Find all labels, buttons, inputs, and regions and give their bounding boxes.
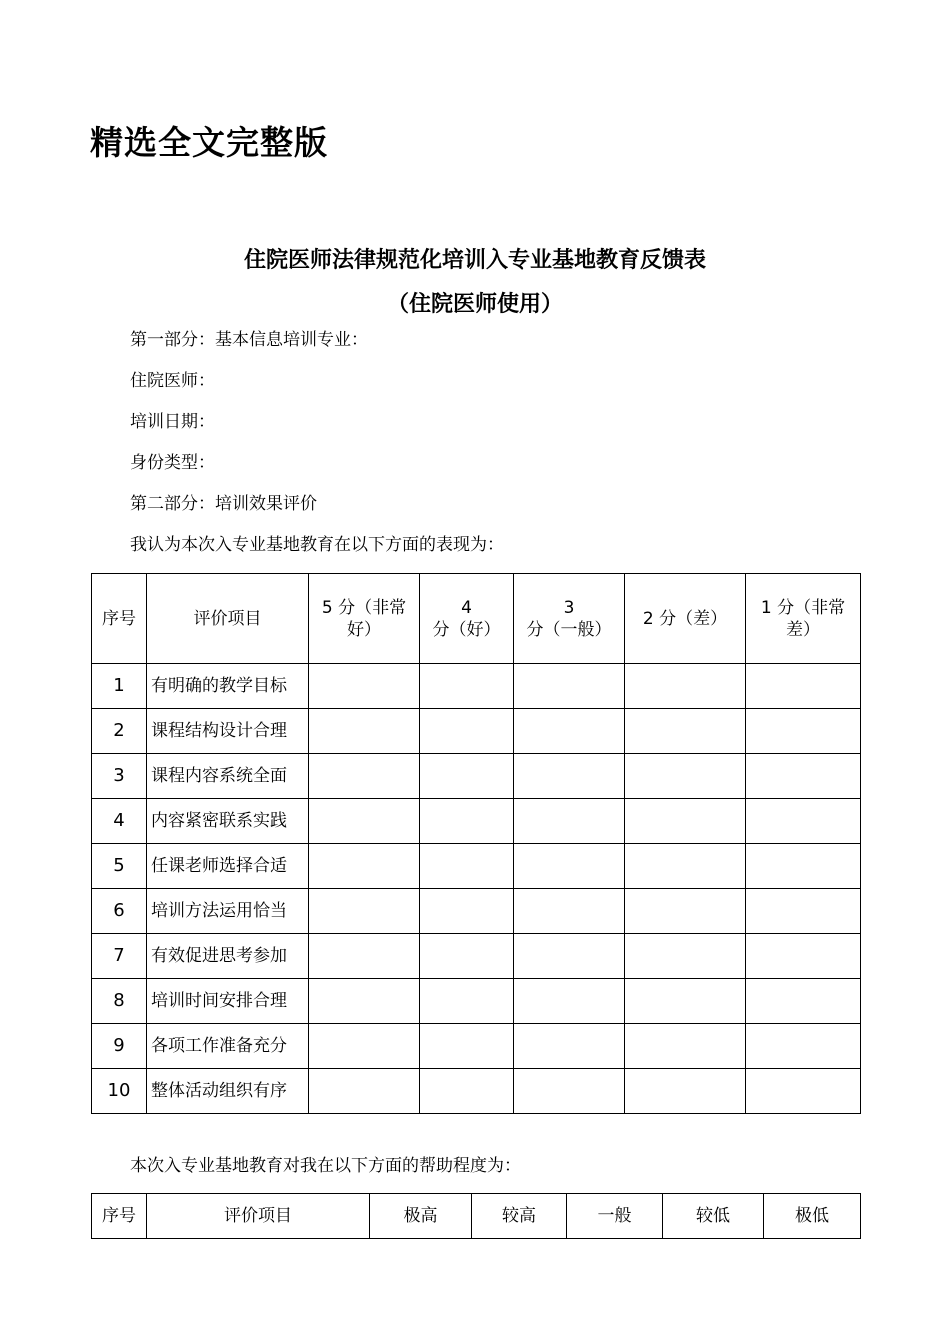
score-4-cell[interactable]	[420, 844, 514, 889]
score-3-cell[interactable]	[514, 754, 625, 799]
row-index: 10	[92, 1069, 147, 1114]
header-index: 序号	[92, 574, 147, 664]
header-average: 一般	[567, 1194, 663, 1239]
score-1-cell[interactable]	[746, 889, 861, 934]
score-5-cell[interactable]	[309, 934, 420, 979]
score-4-cell[interactable]	[420, 934, 514, 979]
score-5-cell[interactable]	[309, 709, 420, 754]
row-index: 3	[92, 754, 147, 799]
score-5-cell[interactable]	[309, 754, 420, 799]
score-1-cell[interactable]	[746, 1024, 861, 1069]
header-high: 较高	[472, 1194, 567, 1239]
header-score-2: 2 分（差）	[625, 574, 746, 664]
score-2-cell[interactable]	[625, 664, 746, 709]
table-row	[92, 889, 861, 934]
score-3-cell[interactable]	[514, 889, 625, 934]
header-score-4: 4 分（好）	[420, 574, 514, 664]
info-line-identity: 身份类型：	[130, 453, 215, 473]
score-2-cell[interactable]	[625, 799, 746, 844]
header-index: 序号	[92, 1194, 147, 1239]
row-index: 4	[92, 799, 147, 844]
help-degree-table-header	[92, 1194, 861, 1239]
table-row	[92, 664, 861, 709]
info-line-date: 培训日期：	[130, 412, 215, 432]
header-score-1: 1 分（非常差）	[746, 574, 861, 664]
header-item: 评价项目	[147, 1194, 370, 1239]
evaluation-table-header	[92, 574, 861, 664]
score-4-cell[interactable]	[420, 1024, 514, 1069]
score-1-cell[interactable]	[746, 664, 861, 709]
row-index: 1	[92, 664, 147, 709]
info-line-resident: 住院医师：	[130, 371, 215, 391]
score-5-cell[interactable]	[309, 1024, 420, 1069]
score-4-cell[interactable]	[420, 709, 514, 754]
score-1-cell[interactable]	[746, 1069, 861, 1114]
form-subtitle: （住院医师使用）	[386, 292, 563, 317]
row-item: 课程内容系统全面	[147, 754, 309, 799]
info-line-part2: 第二部分：培训效果评价	[130, 494, 317, 514]
score-1-cell[interactable]	[746, 979, 861, 1024]
evaluation-table	[91, 573, 861, 1114]
score-3-cell[interactable]	[514, 844, 625, 889]
table-row	[92, 709, 861, 754]
score-3-cell[interactable]	[514, 979, 625, 1024]
help-degree-table	[91, 1193, 861, 1239]
row-item: 课程结构设计合理	[147, 709, 309, 754]
header-very-high: 极高	[370, 1194, 472, 1239]
header-low: 较低	[663, 1194, 764, 1239]
section2-intro: 本次入专业基地教育对我在以下方面的帮助程度为：	[130, 1156, 521, 1176]
score-4-cell[interactable]	[420, 664, 514, 709]
score-2-cell[interactable]	[625, 709, 746, 754]
row-item: 培训方法运用恰当	[147, 889, 309, 934]
table-row	[92, 799, 861, 844]
table-row	[92, 934, 861, 979]
score-5-cell[interactable]	[309, 979, 420, 1024]
row-item: 任课老师选择合适	[147, 844, 309, 889]
score-4-cell[interactable]	[420, 1069, 514, 1114]
form-title: 住院医师法律规范化培训入专业基地教育反馈表	[243, 248, 706, 273]
table-row	[92, 1024, 861, 1069]
table-row	[92, 754, 861, 799]
score-1-cell[interactable]	[746, 709, 861, 754]
row-item: 各项工作准备充分	[147, 1024, 309, 1069]
header-very-low: 极低	[764, 1194, 861, 1239]
row-item: 整体活动组织有序	[147, 1069, 309, 1114]
info-line-part1: 第一部分：基本信息培训专业：	[130, 330, 368, 350]
score-1-cell[interactable]	[746, 934, 861, 979]
score-5-cell[interactable]	[309, 1069, 420, 1114]
header-item: 评价项目	[147, 574, 309, 664]
banner-title: 精选全文完整版	[90, 123, 328, 162]
row-item: 有效促进思考参加	[147, 934, 309, 979]
score-5-cell[interactable]	[309, 664, 420, 709]
row-index: 7	[92, 934, 147, 979]
score-4-cell[interactable]	[420, 799, 514, 844]
row-item: 内容紧密联系实践	[147, 799, 309, 844]
table-row	[92, 1069, 861, 1114]
score-2-cell[interactable]	[625, 889, 746, 934]
row-index: 9	[92, 1024, 147, 1069]
score-1-cell[interactable]	[746, 799, 861, 844]
score-4-cell[interactable]	[420, 979, 514, 1024]
score-3-cell[interactable]	[514, 1069, 625, 1114]
score-3-cell[interactable]	[514, 1024, 625, 1069]
row-item: 有明确的教学目标	[147, 664, 309, 709]
score-1-cell[interactable]	[746, 754, 861, 799]
score-5-cell[interactable]	[309, 889, 420, 934]
row-index: 6	[92, 889, 147, 934]
score-1-cell[interactable]	[746, 844, 861, 889]
row-index: 2	[92, 709, 147, 754]
row-index: 5	[92, 844, 147, 889]
header-score-5: 5 分（非常好）	[309, 574, 420, 664]
score-3-cell[interactable]	[514, 664, 625, 709]
header-score-3: 3 分（一般）	[514, 574, 625, 664]
score-4-cell[interactable]	[420, 889, 514, 934]
score-2-cell[interactable]	[625, 979, 746, 1024]
score-5-cell[interactable]	[309, 799, 420, 844]
score-3-cell[interactable]	[514, 934, 625, 979]
table-row	[92, 979, 861, 1024]
score-3-cell[interactable]	[514, 799, 625, 844]
row-item: 培训时间安排合理	[147, 979, 309, 1024]
score-3-cell[interactable]	[514, 709, 625, 754]
table-row	[92, 844, 861, 889]
score-2-cell[interactable]	[625, 754, 746, 799]
score-5-cell[interactable]	[309, 844, 420, 889]
info-line-intro: 我认为本次入专业基地教育在以下方面的表现为：	[130, 535, 504, 555]
score-2-cell[interactable]	[625, 1069, 746, 1114]
score-4-cell[interactable]	[420, 754, 514, 799]
row-index: 8	[92, 979, 147, 1024]
score-2-cell[interactable]	[625, 1024, 746, 1069]
score-2-cell[interactable]	[625, 934, 746, 979]
score-2-cell[interactable]	[625, 844, 746, 889]
